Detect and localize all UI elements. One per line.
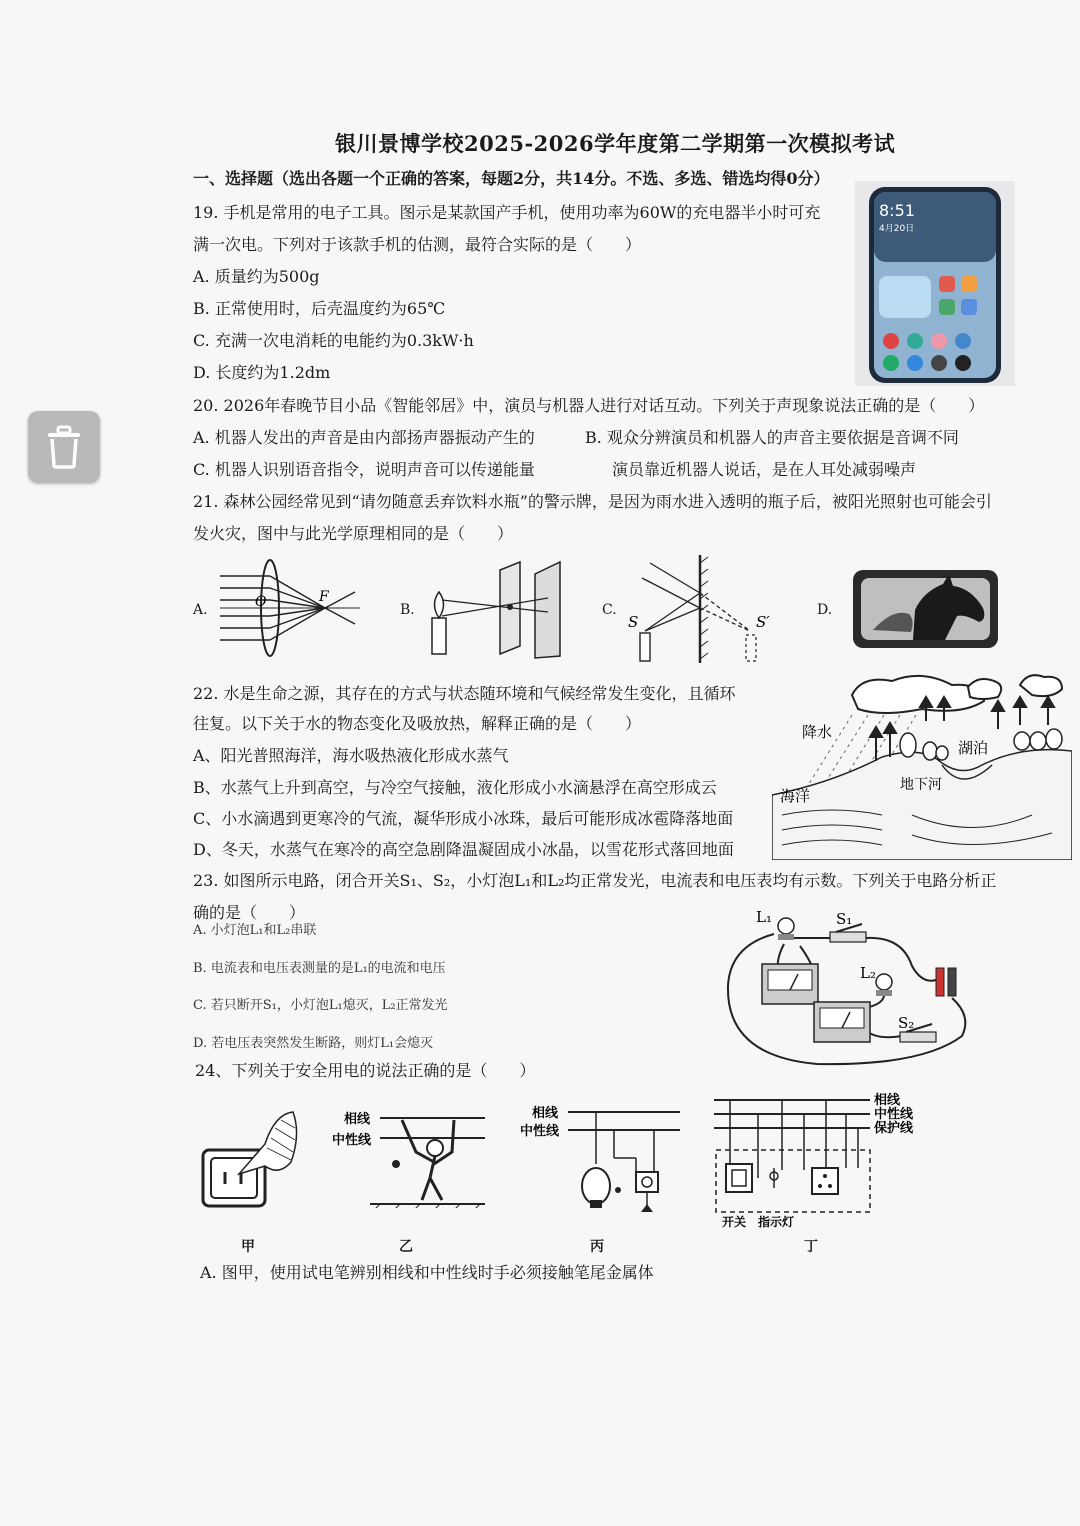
q22-option-d: D、冬天，水蒸气在寒冷的高空急剧降温凝固成小冰晶，以雪花形式落回地面: [193, 840, 734, 859]
circuit-label-s1: S₁: [836, 910, 853, 928]
q22-stem-line1: 22. 水是生命之源，其存在的方式与状态随环境和气候经常发生变化，且循环: [193, 684, 736, 703]
q22-option-c: C、小水滴遇到更寒冷的气流，凝华形成小冰珠，最后可能形成冰雹降落地面: [193, 809, 734, 828]
phone-image: [855, 181, 1015, 386]
q24-caption-ding: 丁: [804, 1239, 818, 1255]
convex-lens-figure: [215, 556, 365, 660]
water-cycle-label-rain: 降水: [802, 723, 833, 741]
mirror-label-s: S: [628, 613, 639, 631]
q20-option-a: A. 机器人发出的声音是由内部扬声器振动产生的: [193, 428, 535, 447]
q19-option-b: B. 正常使用时，后壳温度约为65℃: [193, 299, 446, 318]
q24-stem: 24、下列关于安全用电的说法正确的是（ ）: [195, 1061, 536, 1080]
q21-stem-line2: 发火灾，图中与此光学原理相同的是（ ）: [193, 524, 514, 543]
exam-title: 银川景博学校2025-2026学年度第二学期第一次模拟考试: [335, 131, 896, 156]
q22-option-b: B、水蒸气上升到高空，与冷空气接触，液化形成小水滴悬浮在高空形成云: [193, 778, 717, 797]
test-pen-figure-jia: [195, 1104, 305, 1214]
q24-bing-label-neutral: 中性线: [520, 1124, 560, 1139]
q24-ding-label-indicator: 指示灯: [758, 1215, 795, 1229]
q20-stem: 20. 2026年春晚节目小品《智能邻居》中，演员与机器人进行对话互动。下列关于声现象说法正确的是（ ）: [193, 396, 985, 415]
q24-caption-jia: 甲: [241, 1239, 255, 1255]
overhead-line-figure-yi: [330, 1108, 490, 1208]
q23-option-a: A. 小灯泡L₁和L₂串联: [193, 923, 317, 938]
q24-ding-label-switch: 开关: [722, 1215, 747, 1229]
q24-yi-label-phase: 相线: [344, 1112, 371, 1127]
q24-bing-label-phase: 相线: [532, 1106, 559, 1121]
q21-fig-b-label: B.: [400, 602, 415, 618]
pinhole-figure: [420, 560, 570, 660]
q24-yi-label-neutral: 中性线: [332, 1133, 372, 1148]
q23-stem-line2: 确的是（ ）: [193, 903, 306, 922]
q19-option-d: D. 长度约为1.2dm: [193, 363, 331, 382]
circuit-figure: [722, 906, 977, 1071]
lens-label-o: O: [255, 594, 267, 610]
q21-fig-d-label: D.: [817, 602, 833, 618]
lens-label-f: F: [319, 589, 329, 605]
q23-option-b: B. 电流表和电压表测量的是L₁的电流和电压: [193, 961, 446, 976]
q23-stem-line1: 23. 如图所示电路，闭合开关S₁、S₂，小灯泡L₁和L₂均正常发光，电流表和电压表均有示数。下列关于电路分析正: [193, 871, 997, 890]
q23-option-d: D. 若电压表突然发生断路，则灯L₁会熄灭: [193, 1036, 434, 1051]
circuit-label-s2: S₂: [898, 1014, 915, 1032]
shadow-puppet-figure: [853, 570, 998, 648]
q24-caption-yi: 乙: [399, 1239, 413, 1255]
q20-option-c: C. 机器人识别语音指令，说明声音可以传递能量: [193, 460, 535, 479]
q22-stem-line2: 往复。以下关于水的物态变化及吸放热，解释正确的是（ ）: [193, 714, 642, 733]
q20-option-b: B. 观众分辨演员和机器人的声音主要依据是音调不同: [585, 428, 959, 447]
water-cycle-label-lake: 湖泊: [958, 739, 989, 757]
delete-button[interactable]: [28, 411, 100, 483]
circuit-label-l1: L₁: [756, 908, 772, 926]
plane-mirror-figure: [620, 553, 780, 665]
q20-option-d: 演员靠近机器人说话，是在人耳处减弱噪声: [612, 460, 917, 479]
q19-stem-line1: 19. 手机是常用的电子工具。图示是某款国产手机，使用功率为60W的充电器半小时可充: [193, 203, 821, 222]
circuit-label-l2: L₂: [860, 964, 876, 982]
q21-fig-c-label: C.: [602, 602, 617, 618]
q19-option-a: A. 质量约为500g: [193, 267, 320, 286]
water-cycle-label-river: 地下河: [900, 777, 942, 793]
q24-ding-label-neutral: 中性线: [874, 1107, 914, 1122]
socket-wiring-figure-ding: [708, 1092, 918, 1232]
q19-option-c: C. 充满一次电消耗的电能约为0.3kW·h: [193, 331, 474, 350]
phone-date: 4月20日: [879, 224, 915, 234]
q24-ding-label-phase: 相线: [874, 1093, 901, 1108]
trash-icon: [44, 425, 84, 469]
q24-option-a: A. 图甲，使用试电笔辨别相线和中性线时手必须接触笔尾金属体: [200, 1263, 654, 1282]
water-cycle-figure: [772, 665, 1072, 860]
q24-ding-label-ground: 保护线: [874, 1121, 914, 1136]
phone-clock: 8:51: [879, 201, 915, 220]
q21-fig-a-label: A.: [193, 602, 208, 618]
q21-stem-line1: 21. 森林公园经常见到“请勿随意丢弃饮料水瓶”的警示牌，是因为雨水进入透明的瓶子后，被阳光照射也可能会引: [193, 492, 992, 511]
section-heading: 一、选择题（选出各题一个正确的答案，每题2分，共14分。不选、多选、错选均得0分）: [193, 169, 830, 188]
q23-option-c: C. 若只断开S₁，小灯泡L₁熄灭，L₂正常发光: [193, 998, 448, 1013]
water-cycle-label-sea: 海洋: [780, 787, 811, 805]
q19-stem-line2: 满一次电。下列对于该款手机的估测，最符合实际的是（ ）: [193, 235, 642, 254]
q24-caption-bing: 丙: [590, 1239, 604, 1255]
q22-option-a: A、阳光普照海洋，海水吸热液化形成水蒸气: [193, 746, 509, 765]
lamp-circuit-figure-bing: [518, 1100, 683, 1215]
mirror-label-s-prime: S′: [756, 613, 770, 631]
